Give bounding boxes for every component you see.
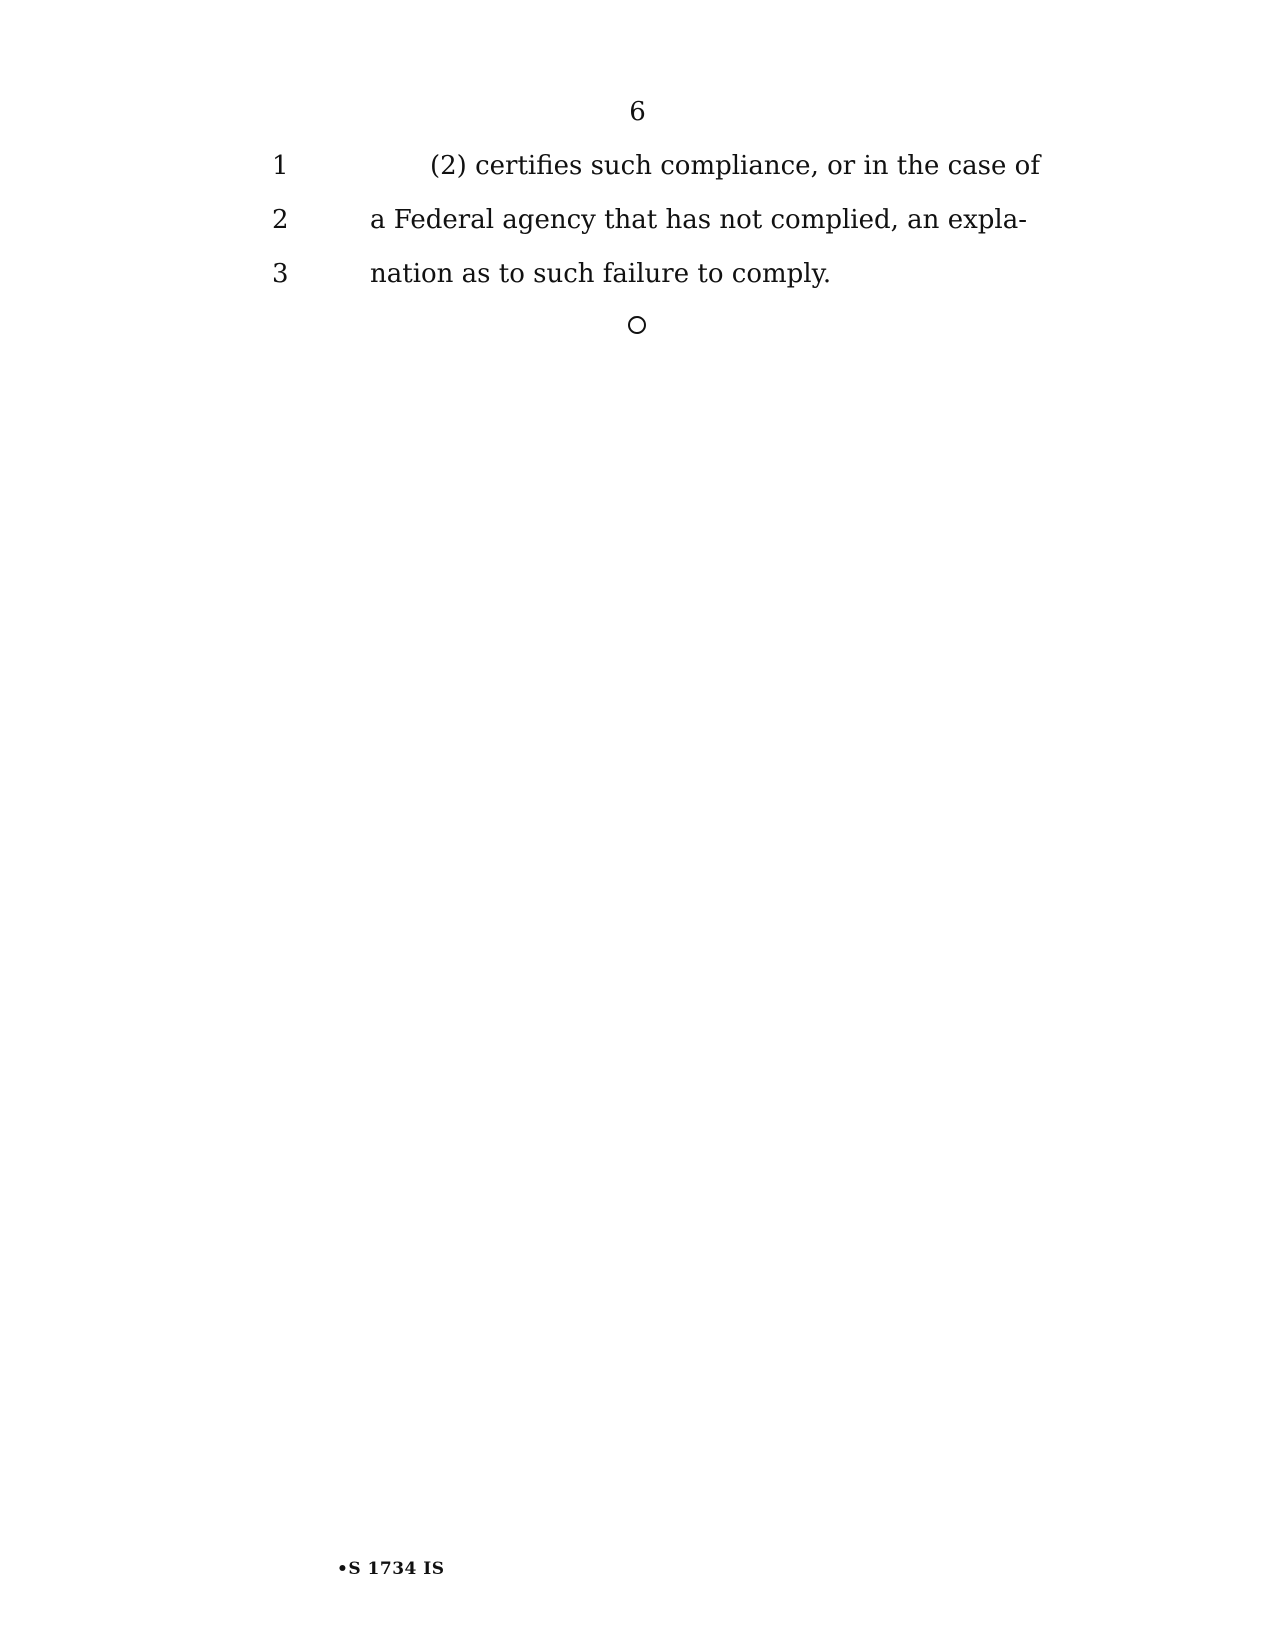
line-number-3: 3 [272,259,289,289]
footer-bill-id: •S 1734 IS [337,1559,445,1579]
page-number: 6 [629,97,646,127]
line-number-1: 1 [272,151,289,181]
end-of-bill-circle-icon [628,316,646,334]
bill-text-line-2: a Federal agency that has not complied, an expla- [370,205,1027,235]
bill-text-line-1: (2) certifies such compliance, or in the case of [430,151,1040,181]
bill-text-line-3: nation as to such failure to comply. [370,259,832,289]
line-number-2: 2 [272,205,289,235]
